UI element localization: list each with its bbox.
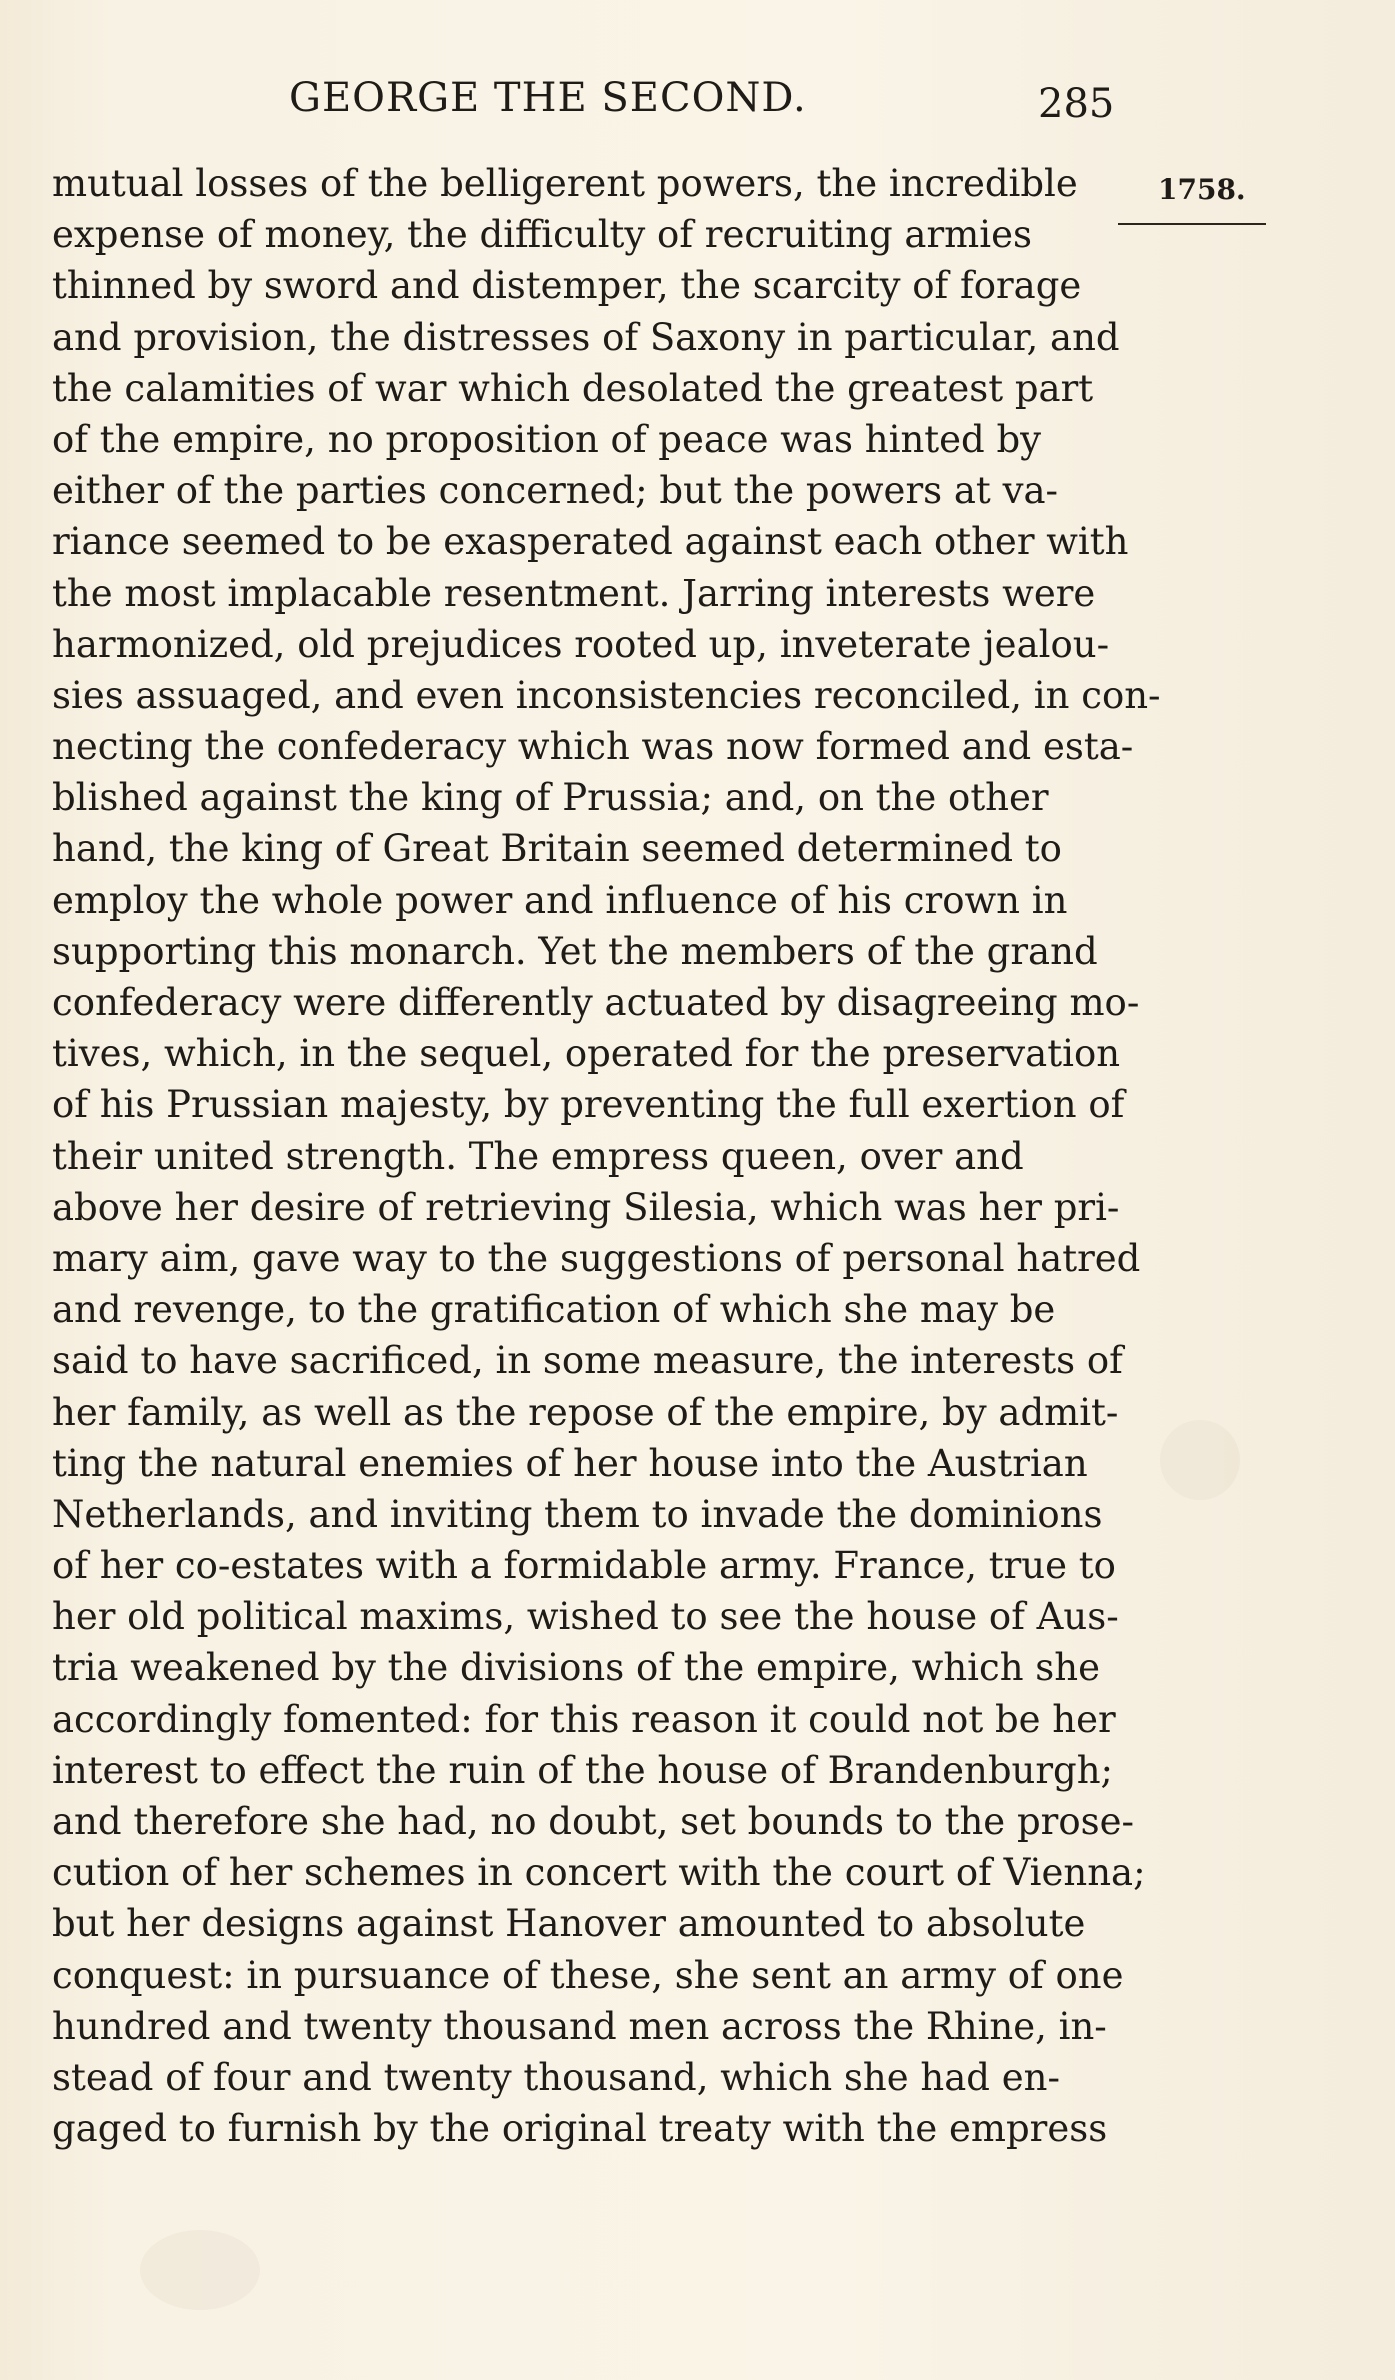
- text-line: of the empire, no proposition of peace was hinted by: [52, 417, 1042, 461]
- text-line: of his Prussian majesty, by preventing the full exertion of: [52, 1083, 1125, 1127]
- text-line: conquest: in pursuance of these, she sent an army of one: [52, 1953, 1124, 1997]
- text-line: employ the whole power and influence of his crown in: [52, 878, 1068, 922]
- text-line: necting the confederacy which was now formed and esta-: [52, 725, 1134, 769]
- text-line: of her co-estates with a formidable army. France, true to: [52, 1544, 1116, 1588]
- text-line: hundred and twenty thousand men across the Rhine, in-: [52, 2004, 1107, 2048]
- text-line: confederacy were differently actuated by disagreeing mo-: [52, 981, 1140, 1024]
- text-line: ting the natural enemies of her house into the Austrian: [52, 1441, 1088, 1485]
- chapter-title: GEORGE THE SECOND.: [289, 75, 807, 121]
- text-line: tives, which, in the sequel, operated for the preservation: [52, 1032, 1121, 1076]
- text-line: sies assuaged, and even inconsistencies reconciled, in con-: [52, 673, 1161, 717]
- text-line: blished against the king of Prussia; and, on the other: [52, 776, 1049, 820]
- text-line: their united strength. The empress queen, over and: [52, 1134, 1024, 1178]
- text-line: the most implacable resentment. Jarring interests were: [52, 571, 1096, 615]
- text-line: tria weakened by the divisions of the empire, which she: [52, 1646, 1101, 1690]
- text-line: and revenge, to the gratification of which she may be: [52, 1288, 1056, 1332]
- text-line: stead of four and twenty thousand, which she had en-: [52, 2055, 1060, 2099]
- text-line: her old political maxims, wished to see the house of Aus-: [52, 1595, 1119, 1639]
- text-line: above her desire of retrieving Silesia, which was her pri-: [52, 1185, 1120, 1229]
- paper-stain: [1160, 1420, 1240, 1500]
- text-line: thinned by sword and distemper, the scarcity of forage: [52, 264, 1082, 308]
- text-line: her family, as well as the repose of the empire, by admit-: [52, 1390, 1119, 1434]
- text-line: the calamities of war which desolated the greatest part: [52, 366, 1094, 410]
- page-number: 285: [1038, 81, 1115, 127]
- text-line: either of the parties concerned; but the powers at va-: [52, 469, 1059, 513]
- text-line: cution of her schemes in concert with the court of Vienna;: [52, 1851, 1146, 1895]
- body-text: [52, 158, 1161, 2154]
- text-line: gaged to furnish by the original treaty with the empress: [52, 2107, 1108, 2151]
- text-line: but her designs against Hanover amounted to absolute: [52, 1902, 1086, 1946]
- margin-rule: [1118, 223, 1266, 225]
- text-line: riance seemed to be exasperated against each other with: [52, 520, 1129, 564]
- text-line: said to have sacrificed, in some measure, the interests of: [52, 1339, 1123, 1383]
- margin-year: 1758.: [1158, 173, 1246, 206]
- text-line: mutual losses of the belligerent powers, the incredible: [52, 162, 1078, 205]
- text-line: harmonized, old prejudices rooted up, inveterate jealou-: [52, 622, 1110, 666]
- text-line: expense of money, the difficulty of recruiting armies: [52, 213, 1032, 257]
- text-line: and provision, the distresses of Saxony in particular, and: [52, 315, 1120, 359]
- text-line: hand, the king of Great Britain seemed determined to: [52, 827, 1062, 871]
- text-line: interest to effect the ruin of the house of Brandenburgh;: [52, 1748, 1114, 1792]
- text-line: accordingly fomented: for this reason it could not be her: [52, 1697, 1116, 1741]
- text-line: Netherlands, and inviting them to invade the dominions: [52, 1492, 1103, 1536]
- text-line: and therefore she had, no doubt, set bounds to the prose-: [52, 1800, 1134, 1843]
- text-line: mary aim, gave way to the suggestions of personal hatred: [52, 1236, 1141, 1280]
- paper-stain: [140, 2230, 260, 2310]
- text-line: supporting this monarch. Yet the members of the grand: [52, 929, 1098, 973]
